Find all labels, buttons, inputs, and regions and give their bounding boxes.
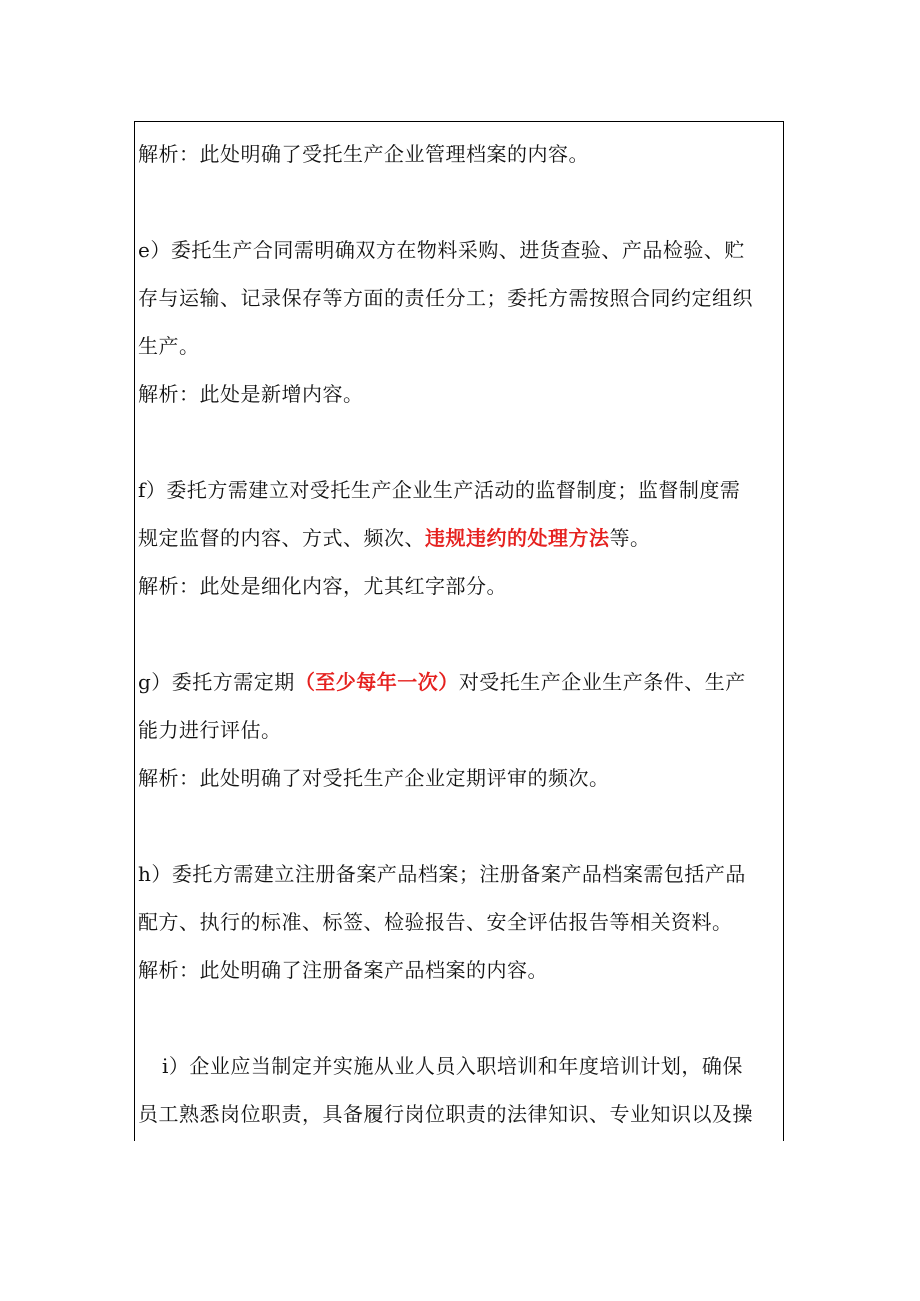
clause-g-analysis: 解析：此处明确了对受托生产企业定期评审的频次。	[138, 766, 610, 790]
clause-f-line-2	[138, 514, 780, 562]
clause-g-highlight: （至少每年一次）	[294, 670, 459, 694]
clause-f-line-1: f）委托方需建立对受托生产企业生产活动的监督制度；监督制度需	[138, 478, 741, 502]
clause-f-line-2-pre: 规定监督的内容、方式、频次、	[138, 526, 425, 550]
clause-h	[138, 850, 780, 994]
spacer	[138, 178, 780, 226]
clause-g-line-1	[138, 658, 780, 706]
clause-g-line-1-post: 对受托生产企业生产条件、生产	[458, 670, 746, 694]
clause-f	[138, 466, 780, 610]
spacer	[138, 610, 780, 658]
spacer	[138, 994, 780, 1042]
document-body	[138, 130, 780, 1138]
clause-g	[138, 658, 780, 802]
clause-f-analysis: 解析：此处是细化内容，尤其红字部分。	[138, 574, 507, 598]
clause-g-line-2: 能力进行评估。	[138, 718, 282, 742]
clause-g-line-1-pre: g）委托方需定期	[138, 670, 295, 694]
clause-e-line-2: 存与运输、记录保存等方面的责任分工；委托方需按照合同约定组织	[138, 286, 753, 310]
clause-e-line-3: 生产。	[138, 334, 200, 358]
clause-f-highlight: 违规违约的处理方法	[425, 526, 610, 550]
clause-e	[138, 226, 780, 418]
spacer	[138, 418, 780, 466]
clause-e-line-1: e）委托生产合同需明确双方在物料采购、进货查验、产品检验、贮	[138, 238, 745, 262]
clause-e-analysis: 解析：此处是新增内容。	[138, 382, 364, 406]
clause-h-line-2: 配方、执行的标准、标签、检验报告、安全评估报告等相关资料。	[138, 910, 733, 934]
spacer	[138, 802, 780, 850]
clause-h-line-1: h）委托方需建立注册备案产品档案；注册备案产品档案需包括产品	[138, 862, 746, 886]
clause-f-line-2-post: 等。	[609, 526, 651, 550]
clause-i	[138, 1042, 780, 1138]
clause-i-line-2: 员工熟悉岗位职责，具备履行岗位职责的法律知识、专业知识以及操	[138, 1102, 753, 1126]
clause-h-analysis: 解析：此处明确了注册备案产品档案的内容。	[138, 958, 548, 982]
d-analysis: 解析：此处明确了受托生产企业管理档案的内容。	[138, 142, 589, 166]
clause-i-line-1: i）企业应当制定并实施从业人员入职培训和年度培训计划，确保	[162, 1054, 743, 1078]
